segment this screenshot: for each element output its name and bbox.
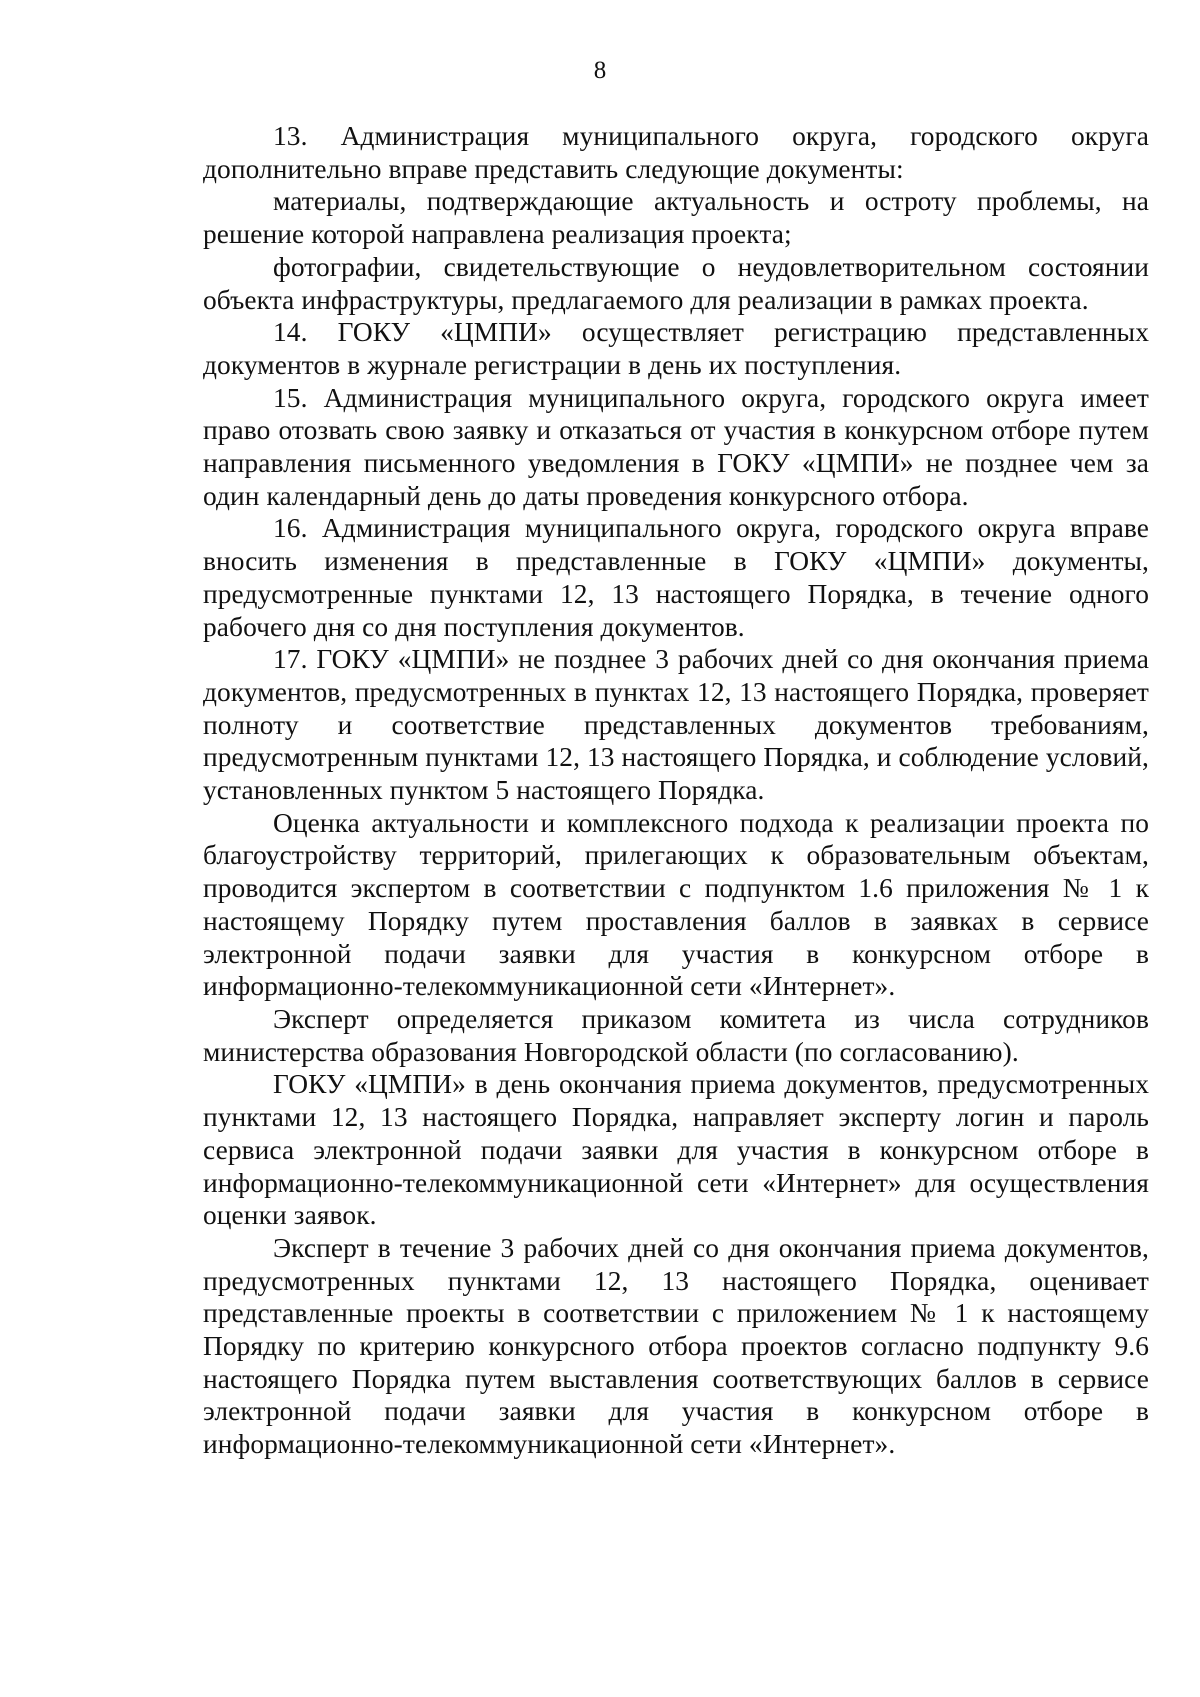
paragraph-login-password: ГОКУ «ЦМПИ» в день окончания приема документов, предусмотренных пунктами 12, 13 настоящего Порядка, направляет эксперту логин и пароль сервиса электронной подачи заявки для участия в конкурсном отборе в информационно-телекоммуникационной сети «Интернет» для осуществления оценки заявок. [203, 1069, 1149, 1231]
paragraph-expert-appointment: Эксперт определяется приказом комитета из числа сотрудников министерства образования Новгородской области (по согласованию). [203, 1003, 1149, 1067]
paragraph-materials: материалы, подтверждающие актуальность и остроту проблемы, на решение которой направлена реализация проекта; [203, 186, 1149, 250]
paragraph-15: 15. Администрация муниципального округа, городского округа имеет право отозвать свою заявку и отказаться от участия в конкурсном отборе путем направления письменного уведомления в ГОКУ «ЦМПИ» не позднее чем за один календарный день до даты проведения конкурсного отбора. [203, 382, 1149, 511]
paragraph-expert-evaluation: Эксперт в течение 3 рабочих дней со дня окончания приема документов, предусмотренных пунктами 12, 13 настоящего Порядка, оценивает представленные проекты в соответствии с приложением № 1 к настоящему Порядку по критерию конкурсного отбора проектов согласно подпункту 9.6 настоящего Порядка путем выставления соответствующих баллов в сервисе электронной подачи заявки для участия в конкурсном отборе в информационно-телекоммуникационной сети «Интернет». [203, 1232, 1149, 1460]
page-number: 8 [593, 57, 607, 84]
paragraph-14: 14. ГОКУ «ЦМПИ» осуществляет регистрацию представленных документов в журнале регистрации в день их поступления. [203, 317, 1149, 380]
paragraph-assessment: Оценка актуальности и комплексного подхода к реализации проекта по благоустройству территорий, прилегающих к образовательным объектам, проводится экспертом в соответствии с подпунктом 1.6 приложения № 1 к настоящему Порядку путем проставления баллов в заявках в сервисе электронной подачи заявки для участия в конкурсном отборе в информационно-телекоммуникационной сети «Интернет». [203, 807, 1149, 1002]
paragraph-photos: фотографии, свидетельствующие о неудовлетворительном состоянии объекта инфраструктуры, предлагаемого для реализации в рамках проекта. [203, 251, 1149, 315]
document-body [203, 120, 1149, 1461]
paragraph-17: 17. ГОКУ «ЦМПИ» не позднее 3 рабочих дней со дня окончания приема документов, предусмотренных в пунктах 12, 13 настоящего Порядка, проверяет полноту и соответствие представленных документов требованиям, предусмотренным пунктами 12, 13 настоящего Порядка, и соблюдение условий, установленных пунктом 5 настоящего Порядка. [203, 644, 1149, 806]
paragraph-13: 13. Администрация муниципального округа, городского округа дополнительно вправе представить следующие документы: [203, 121, 1149, 184]
paragraph-16: 16. Администрация муниципального округа, городского округа вправе вносить изменения в представленные в ГОКУ «ЦМПИ» документы, предусмотренные пунктами 12, 13 настоящего Порядка, в течение одного рабочего дня со дня поступления документов. [203, 513, 1149, 642]
